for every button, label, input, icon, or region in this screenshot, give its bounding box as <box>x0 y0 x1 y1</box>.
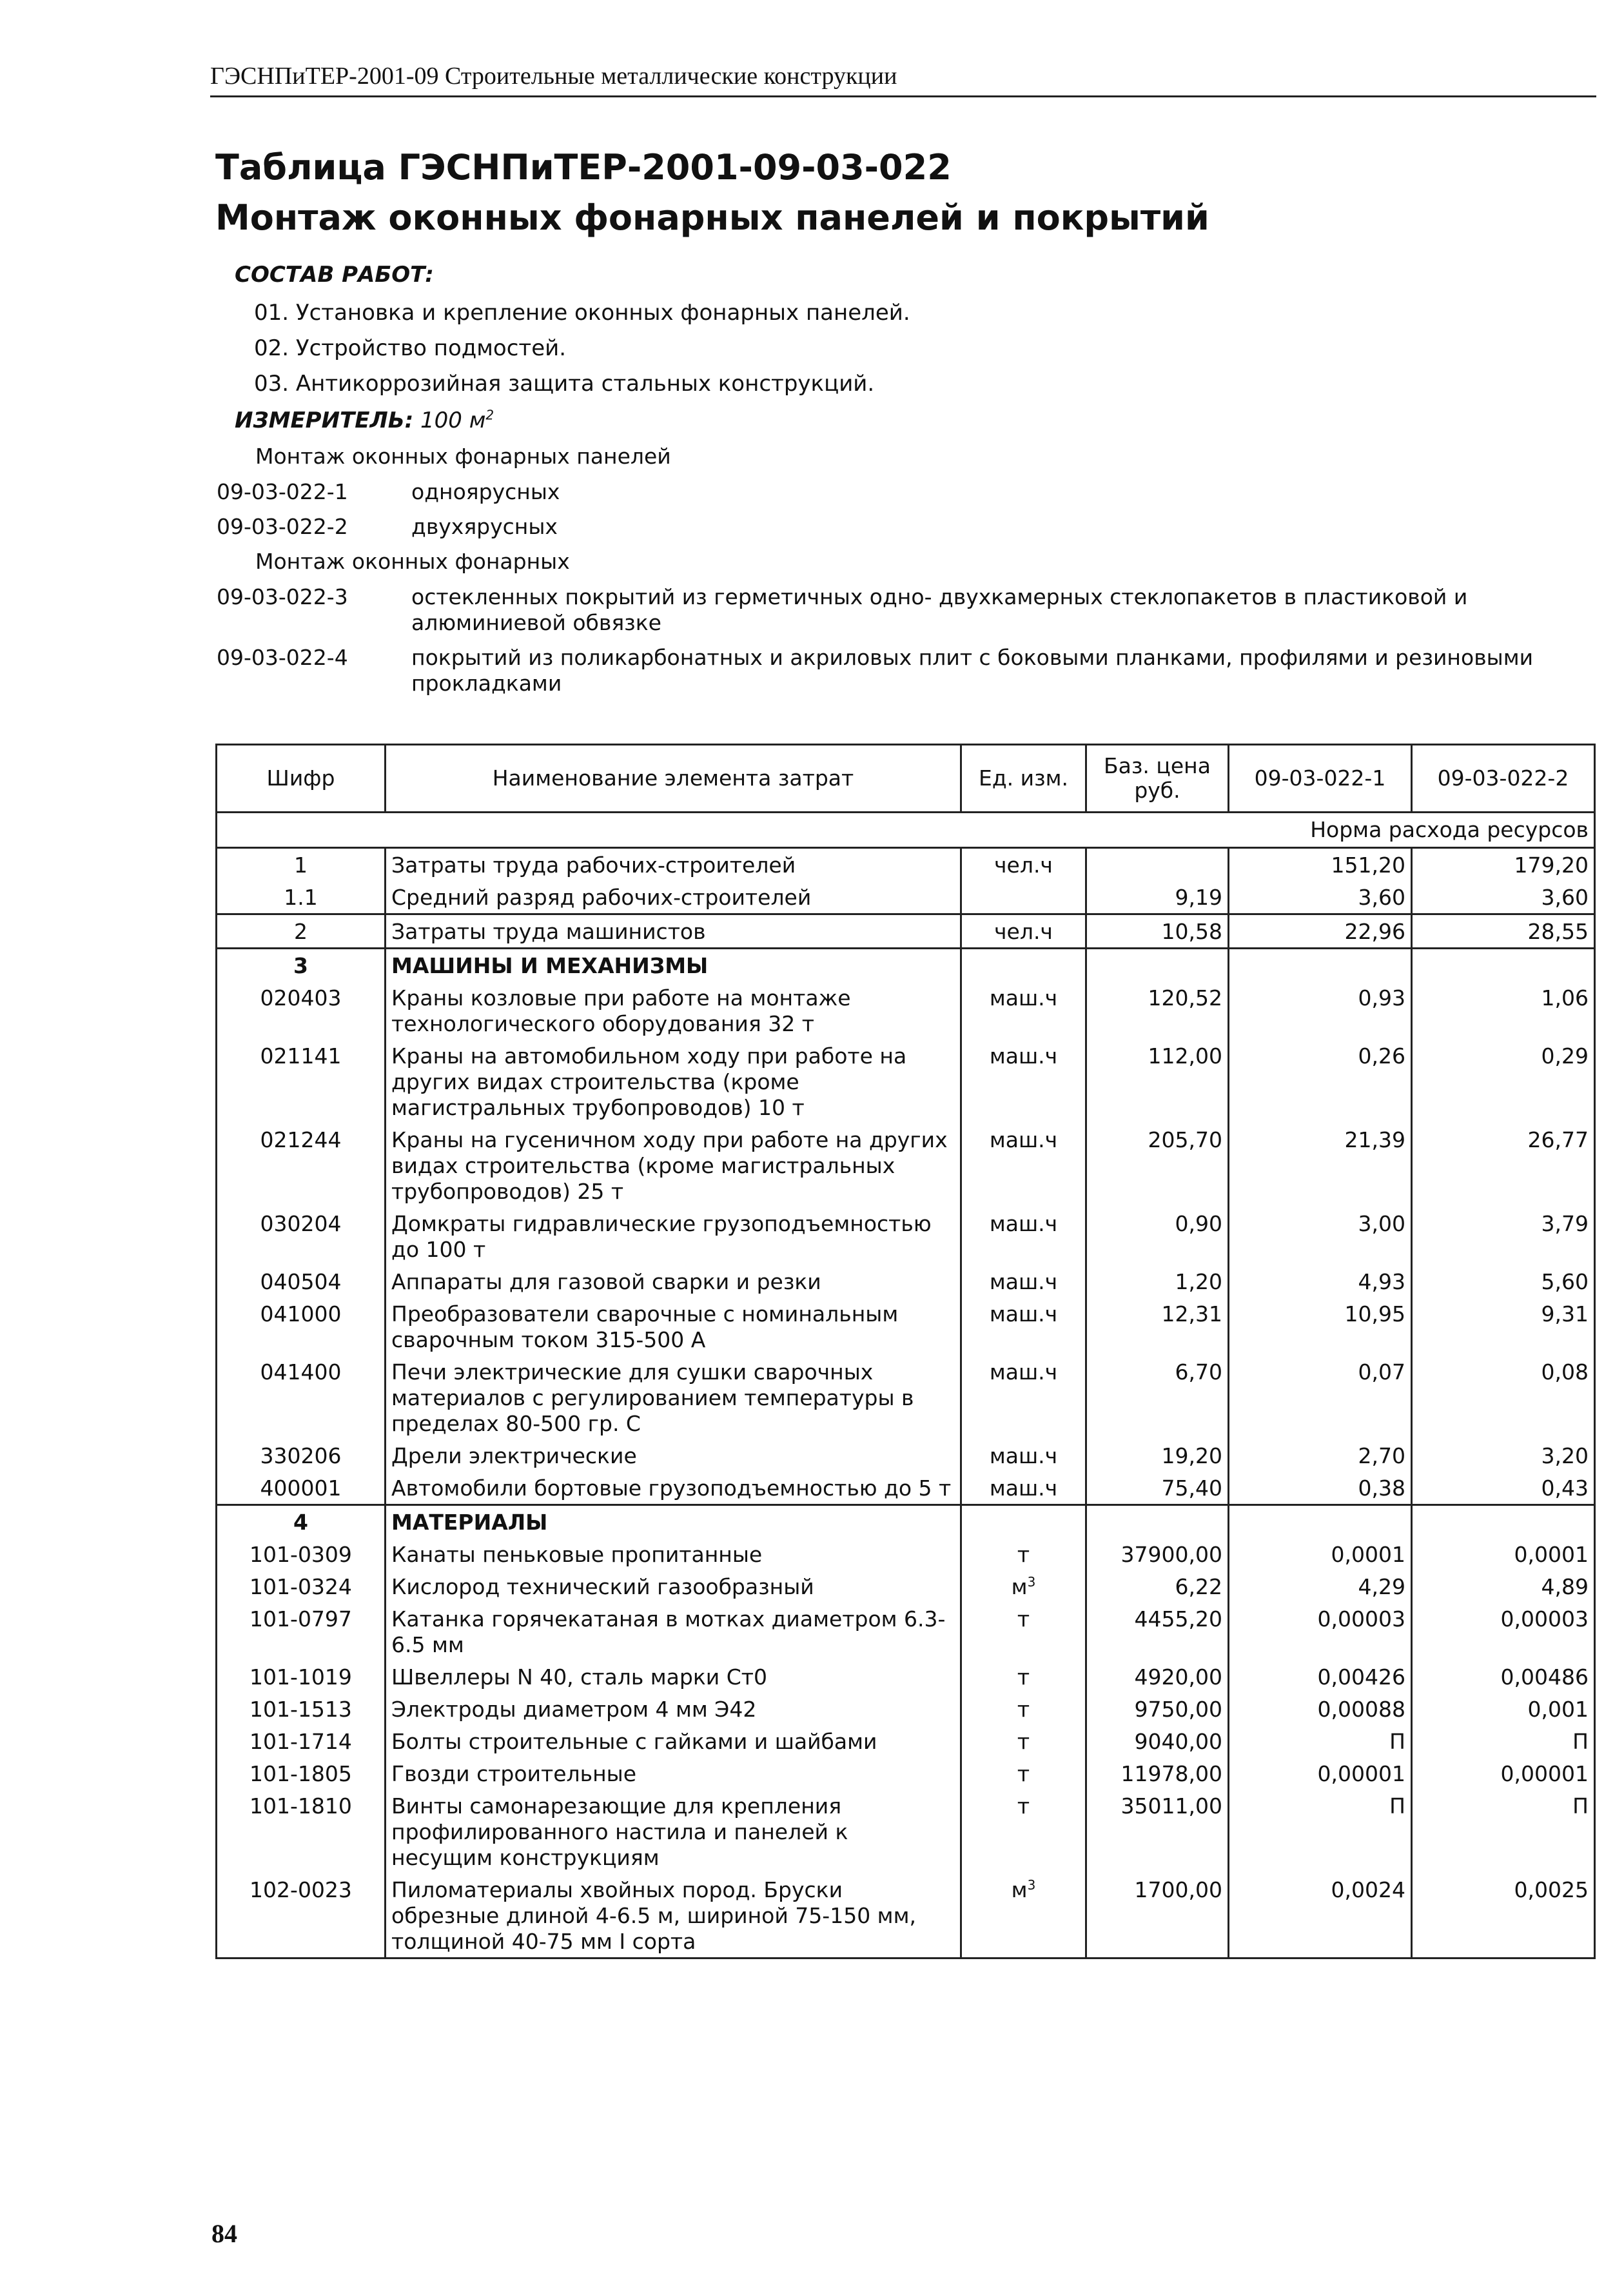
cell-code: 101-1513 <box>217 1693 386 1725</box>
cell-norm-2: 3,20 <box>1412 1439 1595 1472</box>
cell-code: 041400 <box>217 1356 386 1439</box>
variant-desc: остекленных покрытий из герметичных одно- двухкамерных стеклопакетов в пластиковой и алюминиевой обвязке <box>411 584 1468 635</box>
cell-name: Автомобили бортовые грузоподъемностью до 5 т <box>386 1472 961 1505</box>
cell-norm-2: 3,60 <box>1412 881 1595 914</box>
cell-price: 4455,20 <box>1086 1603 1229 1661</box>
cell-norm-2: 5,60 <box>1412 1265 1595 1297</box>
cell-price: 1700,00 <box>1086 1873 1229 1958</box>
table-row <box>217 1439 1595 1472</box>
cell-code: 102-0023 <box>217 1873 386 1958</box>
cell-name: Болты строительные с гайками и шайбами <box>386 1725 961 1757</box>
cell-norm-1: 3,60 <box>1229 881 1412 914</box>
cell-norm-2: П <box>1412 1725 1595 1757</box>
cell-norm-2: 0,001 <box>1412 1693 1595 1725</box>
work-item: 03. Антикоррозийная защита стальных конструкций. <box>254 371 875 397</box>
table-row <box>217 949 1595 982</box>
cell-norm-2: 0,0001 <box>1412 1538 1595 1570</box>
cell-unit: чел.ч <box>961 848 1086 882</box>
cell-norm-2: 0,08 <box>1412 1356 1595 1439</box>
cell-name: Преобразователи сварочные с номинальным сварочным током 315-500 А <box>386 1297 961 1356</box>
cell-unit: $м^3$ <box>961 1873 1086 1958</box>
table-row <box>217 1356 1595 1439</box>
work-composition-label: СОСТАВ РАБОТ: <box>235 262 434 288</box>
cell-norm-1: 0,00001 <box>1229 1757 1412 1790</box>
cell-norm-1: 3,00 <box>1229 1207 1412 1265</box>
cell-norm-2: 3,79 <box>1412 1207 1595 1265</box>
cell-price: 75,40 <box>1086 1472 1229 1505</box>
cell-norm-1: П <box>1229 1790 1412 1873</box>
table-row <box>217 1603 1595 1661</box>
cell-code: 101-1805 <box>217 1757 386 1790</box>
cell-norm-1: 0,00426 <box>1229 1661 1412 1693</box>
work-item: 01. Установка и крепление оконных фонарных панелей. <box>254 300 910 326</box>
cell-price: 9040,00 <box>1086 1725 1229 1757</box>
variant-row <box>217 479 1603 505</box>
cell-norm-2: 28,55 <box>1412 914 1595 949</box>
cell-unit <box>961 1505 1086 1539</box>
cell-name: Печи электрические для сушки сварочных материалов с регулированием температуры в пределах 80-500 гр. С <box>386 1356 961 1439</box>
cell-unit: маш.ч <box>961 1356 1086 1439</box>
cell-norm-1: 0,0024 <box>1229 1873 1412 1958</box>
cell-price: 10,58 <box>1086 914 1229 949</box>
resource-table <box>215 744 1596 1959</box>
cell-norm-1: 0,00003 <box>1229 1603 1412 1661</box>
variant-code: 09-03-022-2 <box>217 514 348 539</box>
cell-name: МАТЕРИАЛЫ <box>386 1505 961 1539</box>
cell-norm-1: 0,07 <box>1229 1356 1412 1439</box>
cell-norm-2: 0,00486 <box>1412 1661 1595 1693</box>
cell-price <box>1086 1505 1229 1539</box>
variant-row <box>217 584 1603 636</box>
cell-unit: маш.ч <box>961 1297 1086 1356</box>
cell-norm-1: 0,93 <box>1229 982 1412 1040</box>
table-row <box>217 881 1595 914</box>
cell-norm-1: 0,00088 <box>1229 1693 1412 1725</box>
cell-code: 400001 <box>217 1472 386 1505</box>
cell-code: 1 <box>217 848 386 882</box>
cell-norm-1: П <box>1229 1725 1412 1757</box>
cell-norm-1: 22,96 <box>1229 914 1412 949</box>
table-row <box>217 914 1595 949</box>
cell-code: 101-0797 <box>217 1603 386 1661</box>
cell-norm-1: 0,26 <box>1229 1040 1412 1123</box>
table-row <box>217 1725 1595 1757</box>
cell-price: 205,70 <box>1086 1123 1229 1207</box>
table-row <box>217 1472 1595 1505</box>
cell-norm-1: 4,93 <box>1229 1265 1412 1297</box>
cell-code: 101-1019 <box>217 1661 386 1693</box>
cell-unit: т <box>961 1603 1086 1661</box>
cell-price: 1,20 <box>1086 1265 1229 1297</box>
cell-price: 9750,00 <box>1086 1693 1229 1725</box>
cell-name: Краны на автомобильном ходу при работе на других видах строительства (кроме магистральных трубопроводов) 10 т <box>386 1040 961 1123</box>
table-row <box>217 1040 1595 1123</box>
cell-norm-2: 0,0025 <box>1412 1873 1595 1958</box>
cell-code: 020403 <box>217 982 386 1040</box>
table-row <box>217 1265 1595 1297</box>
cell-norm-2: 179,20 <box>1412 848 1595 882</box>
cell-unit: маш.ч <box>961 1439 1086 1472</box>
table-row <box>217 1505 1595 1539</box>
cell-price: 120,52 <box>1086 982 1229 1040</box>
cell-name: Краны на гусеничном ходу при работе на других видах строительства (кроме магистральных трубопроводов) 25 т <box>386 1123 961 1207</box>
cell-code: 2 <box>217 914 386 949</box>
cell-price: 6,22 <box>1086 1570 1229 1603</box>
meter <box>235 408 494 433</box>
cell-unit: чел.ч <box>961 914 1086 949</box>
cell-price: 19,20 <box>1086 1439 1229 1472</box>
cell-norm-2: 9,31 <box>1412 1297 1595 1356</box>
table-row <box>217 1123 1595 1207</box>
meter-value: 100 м <box>420 408 486 433</box>
cell-price: 37900,00 <box>1086 1538 1229 1570</box>
cell-unit: т <box>961 1757 1086 1790</box>
column-header: 09-03-022-2 <box>1412 745 1595 813</box>
cell-code: 101-0324 <box>217 1570 386 1603</box>
cell-name: Затраты труда машинистов <box>386 914 961 949</box>
variant-desc: двухярусных <box>411 514 558 539</box>
variant-desc: покрытий из поликарбонатных и акриловых плит с боковыми планками, профилями и резиновыми прокладками <box>411 645 1534 696</box>
running-header: ГЭСНПиТЕР-2001-09 Строительные металлические конструкции <box>210 62 1596 97</box>
cell-price: 4920,00 <box>1086 1661 1229 1693</box>
cell-norm-2: 4,89 <box>1412 1570 1595 1603</box>
cell-name: Канаты пеньковые пропитанные <box>386 1538 961 1570</box>
variant-list-2 <box>217 584 1603 696</box>
column-header: Наименование элемента затрат <box>386 745 961 813</box>
cell-norm-1: 10,95 <box>1229 1297 1412 1356</box>
meter-label: ИЗМЕРИТЕЛЬ: <box>235 408 414 433</box>
cell-code: 330206 <box>217 1439 386 1472</box>
table-row <box>217 1757 1595 1790</box>
cell-code: 041000 <box>217 1297 386 1356</box>
cell-unit <box>961 949 1086 982</box>
work-item: 02. Устройство подмостей. <box>254 335 567 361</box>
cell-norm-1: 0,0001 <box>1229 1538 1412 1570</box>
cell-unit: $м^3$ <box>961 1570 1086 1603</box>
cell-norm-2: 0,00003 <box>1412 1603 1595 1661</box>
variant-code: 09-03-022-1 <box>217 479 348 504</box>
cell-code: 030204 <box>217 1207 386 1265</box>
table-body <box>217 813 1595 1958</box>
cell-name: Электроды диаметром 4 мм Э42 <box>386 1693 961 1725</box>
table-row <box>217 1693 1595 1725</box>
meter-unit-sup: 2 <box>485 407 494 423</box>
cell-norm-2: 0,29 <box>1412 1040 1595 1123</box>
cell-name: Винты самонарезающие для крепления профилированного настила и панелей к несущим конструкциям <box>386 1790 961 1873</box>
cell-name: Аппараты для газовой сварки и резки <box>386 1265 961 1297</box>
cell-norm-2: 0,00001 <box>1412 1757 1595 1790</box>
cell-price: 6,70 <box>1086 1356 1229 1439</box>
page-number: 84 <box>211 2219 237 2248</box>
cell-unit: маш.ч <box>961 1207 1086 1265</box>
column-header: Ед. изм. <box>961 745 1086 813</box>
cell-unit: маш.ч <box>961 1472 1086 1505</box>
cell-name: Кислород технический газообразный <box>386 1570 961 1603</box>
column-header: Баз. цена руб. <box>1086 745 1229 813</box>
table-row <box>217 1297 1595 1356</box>
norm-label: Норма расхода ресурсов <box>217 813 1595 848</box>
cell-name: Дрели электрические <box>386 1439 961 1472</box>
column-header: 09-03-022-1 <box>1229 745 1412 813</box>
table-row <box>217 1790 1595 1873</box>
cell-norm-1: 151,20 <box>1229 848 1412 882</box>
table-row <box>217 1207 1595 1265</box>
table-row <box>217 1661 1595 1693</box>
cell-unit: т <box>961 1538 1086 1570</box>
table-title: Таблица ГЭСНПиТЕР-2001-09-03-022 <box>215 147 952 188</box>
variant-code: 09-03-022-3 <box>217 584 348 609</box>
table-row <box>217 982 1595 1040</box>
cell-name: Швеллеры N 40, сталь марки Ст0 <box>386 1661 961 1693</box>
variant-list-1 <box>217 479 1603 540</box>
table-row <box>217 1873 1595 1958</box>
cell-norm-2 <box>1412 949 1595 982</box>
cell-code: 021141 <box>217 1040 386 1123</box>
cell-unit: маш.ч <box>961 982 1086 1040</box>
variant-row <box>217 645 1603 696</box>
variant-group-1: Монтаж оконных фонарных панелей <box>255 444 671 469</box>
table-subtitle: Монтаж оконных фонарных панелей и покрытий <box>215 197 1209 238</box>
cell-norm-2 <box>1412 1505 1595 1539</box>
cell-name: Гвозди строительные <box>386 1757 961 1790</box>
cell-unit: маш.ч <box>961 1265 1086 1297</box>
cell-code: 3 <box>217 949 386 982</box>
cell-unit: т <box>961 1790 1086 1873</box>
cell-norm-1: 2,70 <box>1229 1439 1412 1472</box>
cell-price: 9,19 <box>1086 881 1229 914</box>
cell-price: 12,31 <box>1086 1297 1229 1356</box>
variant-group-2: Монтаж оконных фонарных <box>255 549 570 574</box>
cell-unit: маш.ч <box>961 1040 1086 1123</box>
cell-norm-1: 21,39 <box>1229 1123 1412 1207</box>
cell-price <box>1086 949 1229 982</box>
cell-name: Затраты труда рабочих-строителей <box>386 848 961 882</box>
cell-norm-1 <box>1229 1505 1412 1539</box>
cell-price: 11978,00 <box>1086 1757 1229 1790</box>
cell-unit: т <box>961 1661 1086 1693</box>
cell-unit: маш.ч <box>961 1123 1086 1207</box>
cell-norm-2: 1,06 <box>1412 982 1595 1040</box>
cell-name: МАШИНЫ И МЕХАНИЗМЫ <box>386 949 961 982</box>
cell-unit: т <box>961 1725 1086 1757</box>
cell-price <box>1086 848 1229 882</box>
cell-norm-2: 0,43 <box>1412 1472 1595 1505</box>
cell-norm-1 <box>1229 949 1412 982</box>
cell-name: Средний разряд рабочих-строителей <box>386 881 961 914</box>
cell-name: Краны козловые при работе на монтаже технологического оборудования 32 т <box>386 982 961 1040</box>
cell-norm-2: П <box>1412 1790 1595 1873</box>
unit-sup: 3 <box>1027 1877 1036 1893</box>
cell-code: 101-0309 <box>217 1538 386 1570</box>
table-row <box>217 1570 1595 1603</box>
cell-code: 1.1 <box>217 881 386 914</box>
cell-code: 101-1714 <box>217 1725 386 1757</box>
variants-block <box>217 444 1603 705</box>
variant-row <box>217 514 1603 540</box>
cell-norm-2: 26,77 <box>1412 1123 1595 1207</box>
norm-row <box>217 813 1595 848</box>
cell-price: 35011,00 <box>1086 1790 1229 1873</box>
work-list <box>254 295 910 402</box>
cell-unit <box>961 881 1086 914</box>
table-header-row <box>217 745 1595 813</box>
cell-norm-1: 0,38 <box>1229 1472 1412 1505</box>
cell-name: Домкраты гидравлические грузоподъемностью до 100 т <box>386 1207 961 1265</box>
cell-code: 101-1810 <box>217 1790 386 1873</box>
column-header: Шифр <box>217 745 386 813</box>
cell-name: Катанка горячекатаная в мотках диаметром 6.3-6.5 мм <box>386 1603 961 1661</box>
cell-code: 021244 <box>217 1123 386 1207</box>
cell-price: 0,90 <box>1086 1207 1229 1265</box>
unit-sup: 3 <box>1027 1574 1036 1590</box>
table-row <box>217 1538 1595 1570</box>
table-row <box>217 848 1595 882</box>
cell-norm-1: 4,29 <box>1229 1570 1412 1603</box>
cell-unit: т <box>961 1693 1086 1725</box>
cell-price: 112,00 <box>1086 1040 1229 1123</box>
cell-code: 040504 <box>217 1265 386 1297</box>
cell-name: Пиломатериалы хвойных пород. Бруски обрезные длиной 4-6.5 м, шириной 75-150 мм, толщиной 40-75 мм I сорта <box>386 1873 961 1958</box>
cell-code: 4 <box>217 1505 386 1539</box>
variant-code: 09-03-022-4 <box>217 645 348 670</box>
variant-desc: одноярусных <box>411 479 560 504</box>
